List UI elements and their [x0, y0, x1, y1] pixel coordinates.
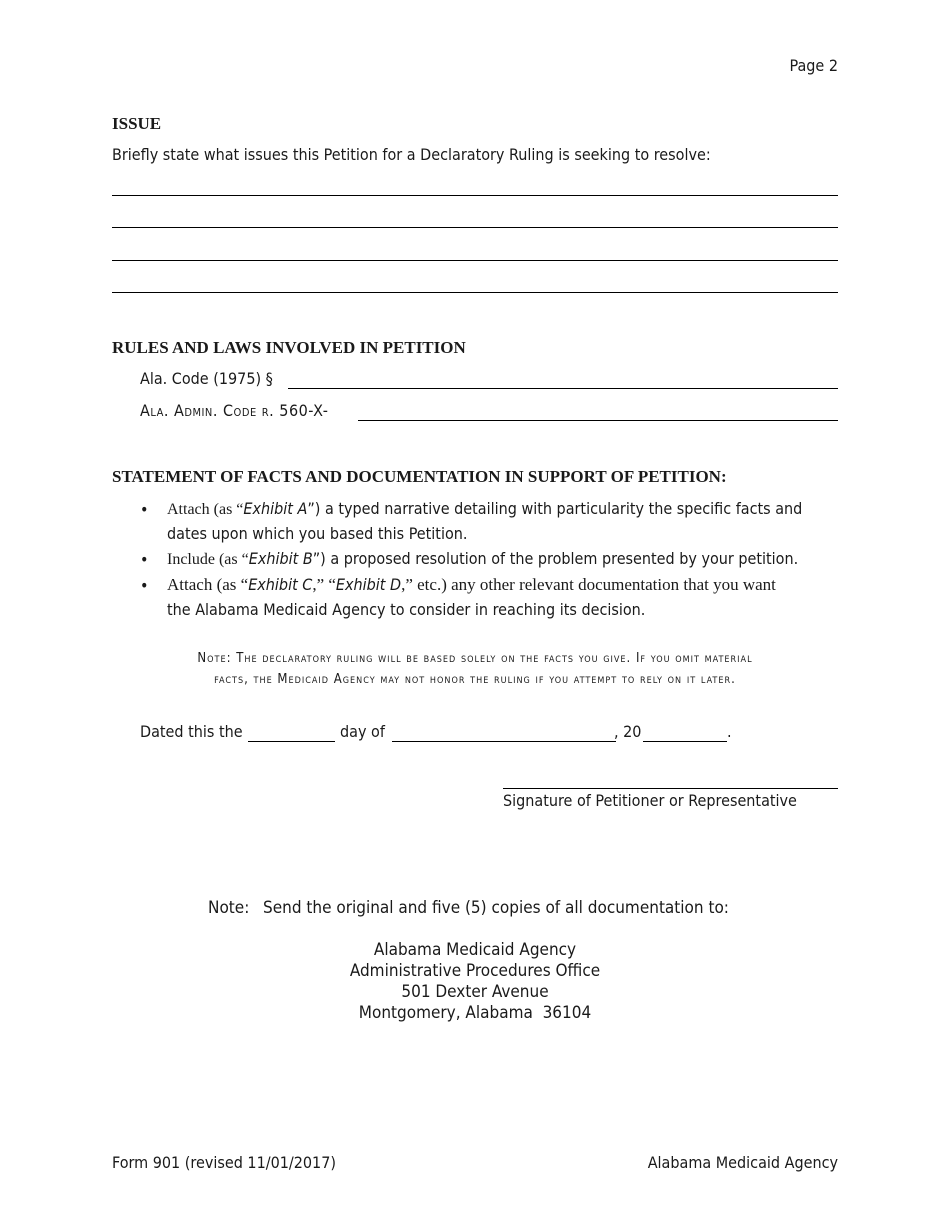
- bullet-1-dot: •: [140, 500, 149, 519]
- send-note-text: Send the original and five (5) copies of all documentation to:: [263, 898, 729, 918]
- issue-line-2[interactable]: [112, 227, 838, 228]
- signature-label: Signature of Petitioner or Representative: [503, 791, 797, 810]
- bullet-3-dot: •: [140, 576, 149, 595]
- signature-line[interactable]: [503, 788, 838, 789]
- exhibit-c: Exhibit C: [248, 575, 313, 594]
- bullet-1-line-1: Attach (as “Exhibit A”) a typed narrative detailing with particularity the specific facts and: [167, 499, 803, 518]
- note-line-1: Note: The declaratory ruling will be based solely on the facts you give. If you omit material: [197, 651, 753, 666]
- issue-line-3[interactable]: [112, 260, 838, 261]
- issue-prompt: Briefly state what issues this Petition for a Declaratory Ruling is seeking to resolve:: [112, 145, 711, 164]
- bullet-3-line-2: the Alabama Medicaid Agency to consider in reaching its decision.: [167, 600, 646, 619]
- address-line-1: Alabama Medicaid Agency: [373, 940, 577, 960]
- page-number: Page 2: [789, 56, 838, 75]
- dated-month-field[interactable]: [392, 741, 616, 742]
- issue-line-1[interactable]: [112, 195, 838, 196]
- admin-code-field[interactable]: [358, 420, 838, 421]
- ala-code-field[interactable]: [288, 388, 838, 389]
- send-note-label: Note:: [208, 898, 250, 918]
- issue-heading: ISSUE: [112, 114, 162, 133]
- bullet-2-line-1: Include (as “Exhibit B”) a proposed resolution of the problem presented by your petition.: [167, 549, 799, 568]
- bullet-3-line-1: Attach (as “Exhibit C,” “Exhibit D,” etc.) any other relevant documentation that you want: [167, 575, 776, 594]
- dated-year-field[interactable]: [643, 741, 727, 742]
- facts-heading: STATEMENT OF FACTS AND DOCUMENTATION IN SUPPORT OF PETITION:: [112, 467, 727, 486]
- address-line-2: Administrative Procedures Office: [349, 961, 601, 981]
- note-line-2: facts, the Medicaid Agency may not honor the ruling if you attempt to rely on it later.: [214, 672, 736, 687]
- dated-day-of: day of: [340, 722, 385, 741]
- footer-agency: Alabama Medicaid Agency: [647, 1153, 838, 1172]
- dated-prefix: Dated this the: [140, 722, 243, 741]
- issue-line-4[interactable]: [112, 292, 838, 293]
- exhibit-a: Exhibit A: [243, 499, 308, 518]
- ala-code-label: Ala. Code (1975) §: [140, 369, 273, 388]
- exhibit-d: Exhibit D: [335, 575, 402, 594]
- bullet-2-dot: •: [140, 550, 149, 569]
- address-line-4: Montgomery, Alabama 36104: [358, 1003, 592, 1023]
- bullet-1-line-2: dates upon which you based this Petition.: [167, 524, 468, 543]
- footer-form: Form 901 (revised 11/01/2017): [112, 1153, 336, 1172]
- dated-day-field[interactable]: [248, 741, 335, 742]
- admin-code-label: Ala. Admin. Code r. 560-X-: [140, 401, 329, 420]
- rules-heading: RULES AND LAWS INVOLVED IN PETITION: [112, 338, 466, 357]
- mailing-address: [0, 940, 950, 1024]
- address-line-3: 501 Dexter Avenue: [401, 982, 549, 1002]
- dated-period: .: [727, 722, 732, 741]
- dated-year-prefix: , 20: [614, 722, 642, 741]
- exhibit-b: Exhibit B: [248, 549, 313, 568]
